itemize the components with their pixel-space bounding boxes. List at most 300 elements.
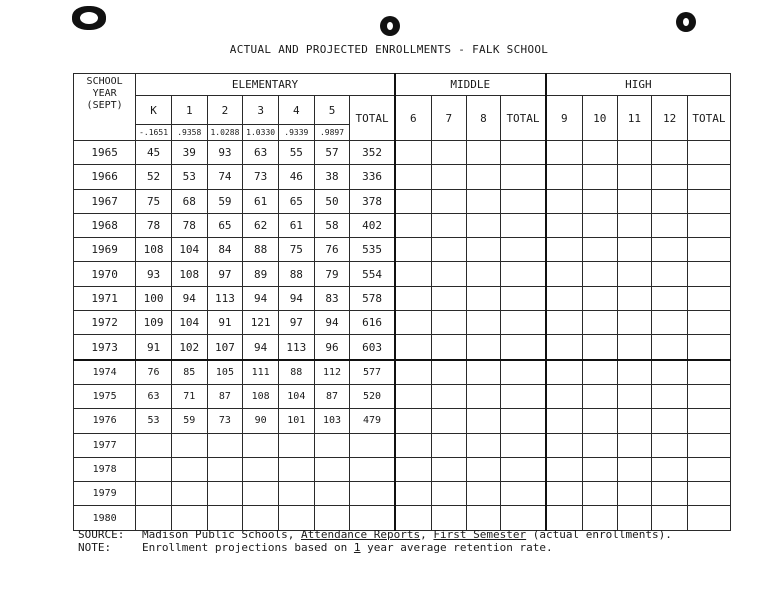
high-empty-cell xyxy=(582,262,617,286)
high-empty-cell xyxy=(617,286,652,310)
enrollment-cell: 84 xyxy=(207,238,243,262)
elementary-total-cell xyxy=(350,457,395,481)
table-row xyxy=(74,335,731,360)
high-empty-cell xyxy=(687,262,730,286)
middle-col-header: 6 xyxy=(395,96,432,141)
high-empty-cell xyxy=(617,213,652,237)
middle-empty-cell xyxy=(501,384,546,408)
middle-col-header: 8 xyxy=(466,96,501,141)
high-empty-cell xyxy=(546,335,583,360)
enrollment-cell: 94 xyxy=(171,286,207,310)
enrollment-cell: 91 xyxy=(136,335,172,360)
high-empty-cell xyxy=(582,165,617,189)
high-empty-cell xyxy=(546,165,583,189)
year-cell: 1969 xyxy=(74,238,136,262)
enrollment-cell: 88 xyxy=(243,238,279,262)
middle-empty-cell xyxy=(466,457,501,481)
enrollment-cell: 113 xyxy=(278,335,314,360)
middle-empty-cell xyxy=(395,213,432,237)
middle-empty-cell xyxy=(466,360,501,385)
year-cell: 1972 xyxy=(74,311,136,335)
enrollment-cell: 87 xyxy=(314,384,350,408)
enrollment-cell: 83 xyxy=(314,286,350,310)
middle-empty-cell xyxy=(431,238,466,262)
high-empty-cell xyxy=(582,409,617,433)
enrollment-cell: 68 xyxy=(171,189,207,213)
header-text: (SEPT) xyxy=(86,100,123,111)
middle-empty-cell xyxy=(466,335,501,360)
middle-empty-cell xyxy=(395,286,432,310)
enrollment-cell: 76 xyxy=(314,238,350,262)
high-empty-cell xyxy=(546,238,583,262)
high-empty-cell xyxy=(687,360,730,385)
high-empty-cell xyxy=(652,262,688,286)
high-col-header: 11 xyxy=(617,96,652,141)
middle-empty-cell xyxy=(431,335,466,360)
table-row xyxy=(74,311,731,335)
high-empty-cell xyxy=(617,433,652,457)
middle-empty-cell xyxy=(466,238,501,262)
year-cell: 1977 xyxy=(74,433,136,457)
middle-header: MIDDLE xyxy=(395,74,546,96)
high-empty-cell xyxy=(687,165,730,189)
enrollment-cell: 103 xyxy=(314,409,350,433)
table-row xyxy=(74,238,731,262)
enrollment-cell: 108 xyxy=(171,262,207,286)
enrollment-cell: 104 xyxy=(278,384,314,408)
enrollment-cell: 73 xyxy=(207,409,243,433)
middle-empty-cell xyxy=(466,286,501,310)
enrollment-cell: 78 xyxy=(171,213,207,237)
middle-empty-cell xyxy=(501,286,546,310)
enrollment-cell xyxy=(136,457,172,481)
enrollment-cell xyxy=(243,433,279,457)
middle-col-header: TOTAL xyxy=(501,96,546,141)
middle-empty-cell xyxy=(466,262,501,286)
table-row xyxy=(74,189,731,213)
enrollment-cell: 94 xyxy=(314,311,350,335)
enrollment-cell xyxy=(171,506,207,530)
high-empty-cell xyxy=(582,189,617,213)
high-empty-cell xyxy=(652,360,688,385)
middle-empty-cell xyxy=(395,360,432,385)
high-empty-cell xyxy=(687,409,730,433)
high-empty-cell xyxy=(582,335,617,360)
middle-empty-cell xyxy=(395,384,432,408)
high-empty-cell xyxy=(546,409,583,433)
year-cell: 1971 xyxy=(74,286,136,310)
high-col-header: TOTAL xyxy=(687,96,730,141)
middle-empty-cell xyxy=(395,238,432,262)
enrollment-cell: 71 xyxy=(171,384,207,408)
high-empty-cell xyxy=(652,213,688,237)
table-row xyxy=(74,213,731,237)
middle-empty-cell xyxy=(501,141,546,165)
enrollment-cell: 94 xyxy=(243,335,279,360)
high-empty-cell xyxy=(582,506,617,530)
enrollment-cell: 88 xyxy=(278,262,314,286)
middle-empty-cell xyxy=(395,482,432,506)
high-empty-cell xyxy=(546,433,583,457)
elementary-total-cell: 479 xyxy=(350,409,395,433)
source-label: SOURCE: xyxy=(78,528,125,541)
middle-empty-cell xyxy=(395,457,432,481)
footer-notes xyxy=(78,528,672,554)
source-line xyxy=(78,528,672,541)
middle-empty-cell xyxy=(431,384,466,408)
elementary-col-header: 1 xyxy=(171,96,207,125)
high-empty-cell xyxy=(652,482,688,506)
source-text xyxy=(142,528,672,541)
enrollment-cell: 88 xyxy=(278,360,314,385)
enrollment-cell xyxy=(314,433,350,457)
middle-empty-cell xyxy=(431,165,466,189)
enrollment-cell: 79 xyxy=(314,262,350,286)
high-empty-cell xyxy=(546,141,583,165)
enrollment-cell: 89 xyxy=(243,262,279,286)
note-label: NOTE: xyxy=(78,541,112,554)
high-empty-cell xyxy=(617,482,652,506)
high-empty-cell xyxy=(617,262,652,286)
high-empty-cell xyxy=(546,189,583,213)
middle-empty-cell xyxy=(395,506,432,530)
enrollment-cell: 121 xyxy=(243,311,279,335)
middle-empty-cell xyxy=(466,165,501,189)
enrollment-cell: 85 xyxy=(171,360,207,385)
high-col-header: 10 xyxy=(582,96,617,141)
enrollment-cell: 96 xyxy=(314,335,350,360)
enrollment-cell: 59 xyxy=(171,409,207,433)
enrollment-cell: 61 xyxy=(243,189,279,213)
high-empty-cell xyxy=(687,433,730,457)
enrollment-cell: 97 xyxy=(207,262,243,286)
binder-hole-icon xyxy=(72,6,106,30)
middle-empty-cell xyxy=(501,433,546,457)
enrollment-cell: 50 xyxy=(314,189,350,213)
elementary-col-header: 2 xyxy=(207,96,243,125)
table-row xyxy=(74,286,731,310)
middle-empty-cell xyxy=(466,141,501,165)
middle-empty-cell xyxy=(466,506,501,530)
high-empty-cell xyxy=(546,384,583,408)
elementary-total-cell: 577 xyxy=(350,360,395,385)
table-row xyxy=(74,141,731,165)
enrollment-cell xyxy=(278,506,314,530)
enrollment-cell: 111 xyxy=(243,360,279,385)
middle-empty-cell xyxy=(431,311,466,335)
high-empty-cell xyxy=(582,213,617,237)
high-empty-cell xyxy=(652,238,688,262)
middle-empty-cell xyxy=(395,165,432,189)
middle-empty-cell xyxy=(431,286,466,310)
source-post: (actual enrollments). xyxy=(526,528,672,541)
year-cell: 1967 xyxy=(74,189,136,213)
enrollment-cell: 101 xyxy=(278,409,314,433)
elementary-total-cell: 336 xyxy=(350,165,395,189)
enrollment-cell: 93 xyxy=(207,141,243,165)
high-empty-cell xyxy=(582,238,617,262)
enrollment-cell: 90 xyxy=(243,409,279,433)
high-empty-cell xyxy=(652,141,688,165)
high-empty-cell xyxy=(652,311,688,335)
middle-empty-cell xyxy=(395,141,432,165)
elementary-col-header: TOTAL xyxy=(350,96,395,141)
enrollment-cell: 78 xyxy=(136,213,172,237)
high-empty-cell xyxy=(687,238,730,262)
enrollment-cell xyxy=(314,457,350,481)
high-empty-cell xyxy=(617,506,652,530)
high-empty-cell xyxy=(652,286,688,310)
elementary-header: ELEMENTARY xyxy=(136,74,395,96)
high-empty-cell xyxy=(582,286,617,310)
middle-empty-cell xyxy=(431,482,466,506)
enrollment-cell: 39 xyxy=(171,141,207,165)
year-cell: 1973 xyxy=(74,335,136,360)
middle-empty-cell xyxy=(501,189,546,213)
elementary-total-cell xyxy=(350,506,395,530)
high-empty-cell xyxy=(687,311,730,335)
elementary-total-cell: 603 xyxy=(350,335,395,360)
enrollment-cell xyxy=(243,506,279,530)
high-empty-cell xyxy=(687,384,730,408)
high-empty-cell xyxy=(546,262,583,286)
high-header: HIGH xyxy=(546,74,731,96)
year-cell: 1970 xyxy=(74,262,136,286)
high-col-header: 12 xyxy=(652,96,688,141)
high-empty-cell xyxy=(687,213,730,237)
enrollment-cell xyxy=(207,457,243,481)
enrollment-cell: 75 xyxy=(278,238,314,262)
table-row xyxy=(74,457,731,481)
enrollment-cell: 97 xyxy=(278,311,314,335)
high-empty-cell xyxy=(617,141,652,165)
enrollment-cell xyxy=(171,482,207,506)
elementary-total-cell: 352 xyxy=(350,141,395,165)
year-cell: 1966 xyxy=(74,165,136,189)
school-year-header xyxy=(74,74,136,141)
table-row xyxy=(74,482,731,506)
middle-empty-cell xyxy=(431,213,466,237)
enrollment-cell: 102 xyxy=(171,335,207,360)
high-empty-cell xyxy=(652,384,688,408)
high-empty-cell xyxy=(617,457,652,481)
enrollment-cell: 62 xyxy=(243,213,279,237)
middle-empty-cell xyxy=(501,360,546,385)
high-empty-cell xyxy=(652,165,688,189)
year-cell: 1976 xyxy=(74,409,136,433)
elementary-col-header: 4 xyxy=(278,96,314,125)
enrollment-cell xyxy=(243,457,279,481)
enrollment-cell xyxy=(207,482,243,506)
high-empty-cell xyxy=(652,189,688,213)
elementary-total-cell: 520 xyxy=(350,384,395,408)
retention-rate: 1.0330 xyxy=(243,125,279,141)
high-empty-cell xyxy=(617,189,652,213)
elementary-total-cell: 402 xyxy=(350,213,395,237)
elementary-total-cell: 554 xyxy=(350,262,395,286)
enrollment-cell: 59 xyxy=(207,189,243,213)
table-row xyxy=(74,262,731,286)
enrollment-cell xyxy=(243,482,279,506)
high-empty-cell xyxy=(617,238,652,262)
year-cell: 1965 xyxy=(74,141,136,165)
middle-empty-cell xyxy=(466,384,501,408)
middle-empty-cell xyxy=(395,409,432,433)
enrollment-cell: 94 xyxy=(243,286,279,310)
source-title-1: Attendance Reports xyxy=(300,528,421,541)
high-empty-cell xyxy=(687,189,730,213)
high-empty-cell xyxy=(687,506,730,530)
enrollment-cell: 63 xyxy=(136,384,172,408)
middle-empty-cell xyxy=(501,506,546,530)
high-empty-cell xyxy=(652,335,688,360)
middle-empty-cell xyxy=(466,409,501,433)
high-empty-cell xyxy=(582,311,617,335)
elementary-total-cell: 616 xyxy=(350,311,395,335)
enrollment-cell xyxy=(314,506,350,530)
elementary-total-cell xyxy=(350,433,395,457)
note-line xyxy=(78,541,672,554)
high-empty-cell xyxy=(687,335,730,360)
middle-empty-cell xyxy=(431,189,466,213)
note-text xyxy=(142,541,553,554)
table-row xyxy=(74,165,731,189)
enrollment-cell: 63 xyxy=(243,141,279,165)
enrollment-cell: 113 xyxy=(207,286,243,310)
high-empty-cell xyxy=(546,506,583,530)
high-empty-cell xyxy=(582,360,617,385)
enrollment-cell xyxy=(278,457,314,481)
enrollment-cell: 61 xyxy=(278,213,314,237)
enrollment-cell: 105 xyxy=(207,360,243,385)
enrollment-cell xyxy=(136,482,172,506)
middle-col-header: 7 xyxy=(431,96,466,141)
middle-empty-cell xyxy=(431,141,466,165)
enrollment-cell xyxy=(314,482,350,506)
elementary-col-header: 5 xyxy=(314,96,350,125)
high-empty-cell xyxy=(652,409,688,433)
high-empty-cell xyxy=(617,360,652,385)
enrollment-cell: 74 xyxy=(207,165,243,189)
enrollment-table xyxy=(73,73,731,531)
middle-empty-cell xyxy=(501,213,546,237)
middle-empty-cell xyxy=(501,335,546,360)
enrollment-cell: 57 xyxy=(314,141,350,165)
high-empty-cell xyxy=(546,457,583,481)
enrollment-cell: 46 xyxy=(278,165,314,189)
enrollment-cell: 55 xyxy=(278,141,314,165)
enrollment-cell: 109 xyxy=(136,311,172,335)
table-row xyxy=(74,433,731,457)
year-cell: 1975 xyxy=(74,384,136,408)
middle-empty-cell xyxy=(431,262,466,286)
high-empty-cell xyxy=(617,384,652,408)
high-empty-cell xyxy=(652,433,688,457)
enrollment-cell: 53 xyxy=(136,409,172,433)
high-empty-cell xyxy=(687,286,730,310)
note-post: year average retention rate. xyxy=(360,541,553,554)
middle-empty-cell xyxy=(431,457,466,481)
source-title-2: First Semester xyxy=(433,528,527,541)
high-empty-cell xyxy=(582,433,617,457)
retention-rate: .9339 xyxy=(278,125,314,141)
retention-rate: 1.0288 xyxy=(207,125,243,141)
year-cell: 1968 xyxy=(74,213,136,237)
enrollment-cell: 108 xyxy=(243,384,279,408)
middle-empty-cell xyxy=(431,360,466,385)
high-empty-cell xyxy=(652,506,688,530)
retention-rate: -.1651 xyxy=(136,125,172,141)
enrollment-cell: 91 xyxy=(207,311,243,335)
enrollment-cell xyxy=(278,433,314,457)
enrollment-cell xyxy=(171,433,207,457)
high-empty-cell xyxy=(687,482,730,506)
enrollment-cell: 104 xyxy=(171,311,207,335)
elementary-total-cell: 378 xyxy=(350,189,395,213)
middle-empty-cell xyxy=(501,482,546,506)
enrollment-cell: 75 xyxy=(136,189,172,213)
middle-empty-cell xyxy=(501,457,546,481)
high-empty-cell xyxy=(582,384,617,408)
binder-hole-icon xyxy=(676,12,696,32)
middle-empty-cell xyxy=(501,238,546,262)
year-cell: 1980 xyxy=(74,506,136,530)
elementary-total-cell xyxy=(350,482,395,506)
high-empty-cell xyxy=(617,311,652,335)
middle-empty-cell xyxy=(466,482,501,506)
enrollment-cell xyxy=(136,433,172,457)
enrollment-cell: 107 xyxy=(207,335,243,360)
retention-rate: .9358 xyxy=(171,125,207,141)
enrollment-cell xyxy=(136,506,172,530)
high-empty-cell xyxy=(617,165,652,189)
high-empty-cell xyxy=(546,286,583,310)
high-empty-cell xyxy=(582,457,617,481)
middle-empty-cell xyxy=(395,311,432,335)
enrollment-cell: 93 xyxy=(136,262,172,286)
enrollment-cell: 108 xyxy=(136,238,172,262)
high-empty-cell xyxy=(546,482,583,506)
binder-holes xyxy=(0,0,778,40)
enrollment-cell xyxy=(171,457,207,481)
enrollment-cell: 65 xyxy=(207,213,243,237)
middle-empty-cell xyxy=(431,506,466,530)
high-empty-cell xyxy=(582,141,617,165)
source-mid: , xyxy=(420,528,434,541)
middle-empty-cell xyxy=(466,433,501,457)
high-empty-cell xyxy=(652,457,688,481)
table-row xyxy=(74,384,731,408)
elementary-col-header: 3 xyxy=(243,96,279,125)
middle-empty-cell xyxy=(395,189,432,213)
year-cell: 1979 xyxy=(74,482,136,506)
year-cell: 1978 xyxy=(74,457,136,481)
table-row xyxy=(74,409,731,433)
enrollment-cell: 73 xyxy=(243,165,279,189)
middle-empty-cell xyxy=(395,335,432,360)
middle-empty-cell xyxy=(501,262,546,286)
enrollment-cell: 65 xyxy=(278,189,314,213)
enrollment-cell: 53 xyxy=(171,165,207,189)
middle-empty-cell xyxy=(501,409,546,433)
enrollment-cell: 52 xyxy=(136,165,172,189)
enrollment-cell: 100 xyxy=(136,286,172,310)
elementary-total-cell: 535 xyxy=(350,238,395,262)
header-text: YEAR xyxy=(92,88,117,99)
enrollment-cell: 76 xyxy=(136,360,172,385)
binder-hole-icon xyxy=(380,16,400,36)
middle-empty-cell xyxy=(466,189,501,213)
